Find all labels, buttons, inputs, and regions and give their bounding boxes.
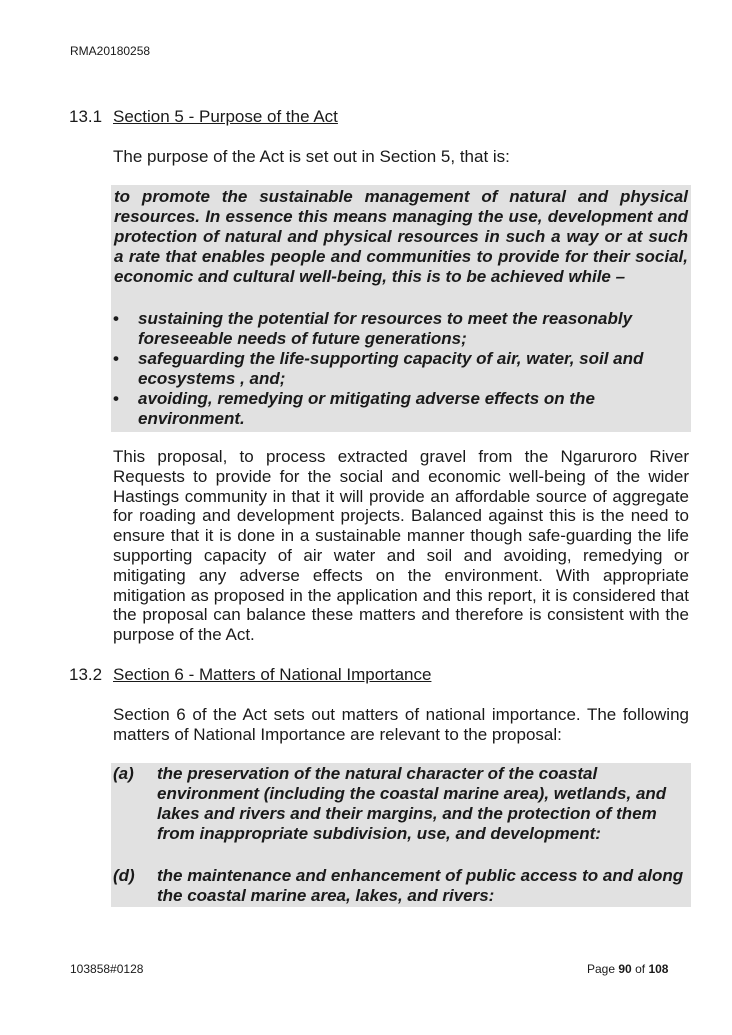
document-reference: RMA20180258 xyxy=(70,44,151,58)
intro-paragraph: Section 6 of the Act sets out matters of national importance. The following matters of National Importance are relevant to the proposal: xyxy=(113,705,689,744)
quoted-statute xyxy=(111,185,691,432)
section-number: 13.2 xyxy=(69,665,103,684)
bullet-list xyxy=(111,287,691,432)
list-item xyxy=(111,763,691,845)
section-heading xyxy=(69,107,338,127)
item-label: (d) xyxy=(113,866,135,885)
page-number: Page 90 of 108 xyxy=(587,962,669,976)
intro-paragraph: The purpose of the Act is set out in Section 5, that is: xyxy=(113,147,510,166)
section-heading xyxy=(69,665,431,685)
quoted-statute xyxy=(111,763,691,907)
bullet-icon: • xyxy=(113,389,119,408)
list-item: • avoiding, remedying or mitigating adverse effects on the environment. xyxy=(113,389,595,428)
list-item: • safeguarding the life-supporting capacity of air, water, soil and ecosystems , and; xyxy=(113,349,644,388)
section-title: Section 5 - Purpose of the Act xyxy=(113,107,338,126)
item-text: the maintenance and enhancement of public access to and along the coastal marine area, lakes, and rivers: xyxy=(157,866,684,905)
document-id: 103858#0128 xyxy=(70,962,144,976)
quote-text: to promote the sustainable management of natural and physical resources. In essence this means managing the use, development and protection of natural and physical resources in such a way or at such a rate that enables people and communities to provide for their social, economic and cultural well-being, this is to be achieved while – xyxy=(114,187,688,286)
section-number: 13.1 xyxy=(69,107,103,126)
section-title: Section 6 - Matters of National Importance xyxy=(113,665,432,684)
bullet-icon: • xyxy=(113,349,119,368)
list-item xyxy=(111,865,691,907)
item-label: (a) xyxy=(113,764,134,783)
body-paragraph: This proposal, to process extracted gravel from the Ngaruroro River Requests to provide for the social and economic well-being of the wider Hastings community in that it will provide an affordable source of aggregate for roading and development projects. Balanced against this is the need to ensure that it is done in a sustainable manner though safe-guarding the life supporting capacity of air water and soil and avoiding, remedying or mitigating any adverse effects on the environment. With appropriate mitigation as proposed in the application and this report, it is considered that the proposal can balance these matters and therefore is consistent with the purpose of the Act. xyxy=(113,447,689,645)
item-text: the preservation of the natural character of the coastal environment (including the coastal marine area), wetlands, and lakes and rivers and their margins, and the protection of them from inappropriate subdivision, use, and development: xyxy=(157,764,667,843)
bullet-icon: • xyxy=(113,309,119,328)
list-item: • sustaining the potential for resources to meet the reasonably foreseeable needs of future generations; xyxy=(113,309,633,348)
